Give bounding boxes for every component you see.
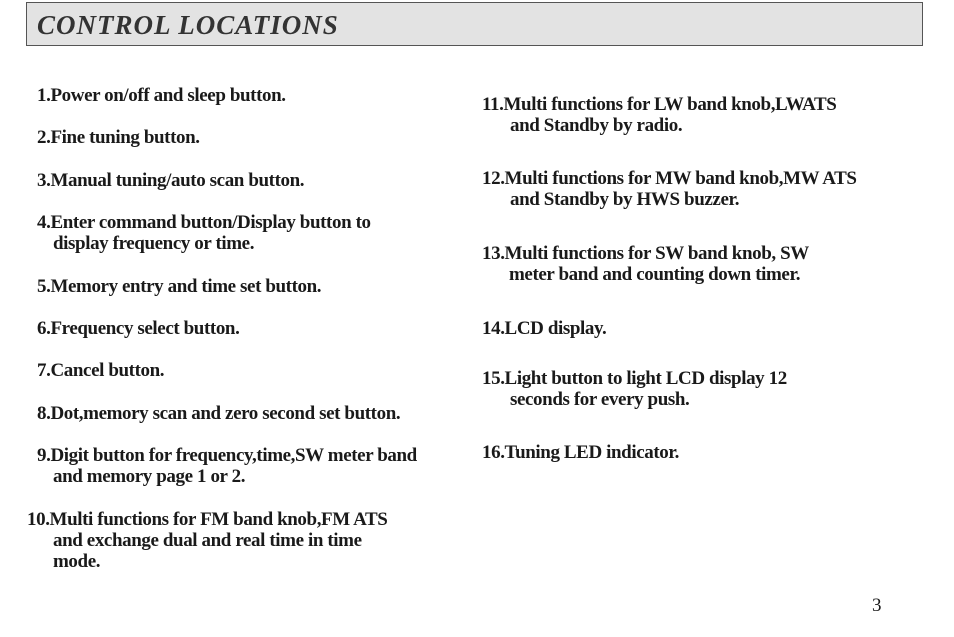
list-item-text: 16.Tuning LED indicator.: [482, 442, 680, 463]
list-item-13: [482, 243, 809, 285]
list-item-text: 11.Multi functions for LW band knob,LWATS: [482, 94, 837, 115]
list-item-15: [482, 368, 787, 410]
list-item-text: 10.Multi functions for FM band knob,FM ATS: [27, 509, 388, 530]
list-item-text: 14.LCD display.: [482, 318, 607, 339]
list-item-text: 8.Dot,memory scan and zero second set button.: [37, 403, 401, 424]
list-item-text: 12.Multi functions for MW band knob,MW ATS: [482, 168, 857, 189]
list-item-continuation: meter band and counting down timer.: [509, 264, 801, 285]
list-item-text: 15.Light button to light LCD display 12: [482, 368, 787, 389]
list-item-4: [37, 212, 371, 254]
list-item-text: 6.Frequency select button.: [37, 318, 240, 339]
list-item-9: [37, 445, 417, 487]
list-item-5: [37, 276, 321, 297]
list-item-11: [482, 94, 836, 136]
page-title: CONTROL LOCATIONS: [37, 10, 339, 40]
list-item-continuation: mode.: [53, 551, 101, 572]
list-item-8: [37, 403, 400, 424]
list-item-16: [482, 442, 679, 463]
list-item-2: [37, 127, 200, 148]
page-number: 3: [872, 595, 882, 616]
list-item-text: 9.Digit button for frequency,time,SW meter band: [37, 445, 417, 466]
list-item-continuation: seconds for every push.: [510, 389, 690, 410]
list-item-continuation: and exchange dual and real time in time: [53, 530, 362, 551]
list-item-6: [37, 318, 239, 339]
list-item-text: 4.Enter command button/Display button to: [37, 212, 371, 233]
list-item-text: 2.Fine tuning button.: [37, 127, 200, 148]
list-item-continuation: display frequency or time.: [53, 233, 255, 254]
list-item-12: [482, 168, 857, 210]
list-item-14: [482, 318, 606, 339]
list-item-10: [27, 509, 387, 572]
section-header: [26, 2, 923, 46]
list-item-1: [37, 85, 286, 106]
list-item-continuation: and memory page 1 or 2.: [53, 466, 246, 487]
list-item-text: 3.Manual tuning/auto scan button.: [37, 170, 305, 191]
list-item-text: 13.Multi functions for SW band knob, SW: [482, 243, 809, 264]
list-item-continuation: and Standby by HWS buzzer.: [510, 189, 740, 210]
list-item-text: 1.Power on/off and sleep button.: [37, 85, 286, 106]
list-item-text: 5.Memory entry and time set button.: [37, 276, 322, 297]
list-item-3: [37, 170, 304, 191]
list-item-7: [37, 360, 164, 381]
list-item-text: 7.Cancel button.: [37, 360, 165, 381]
list-item-continuation: and Standby by radio.: [510, 115, 683, 136]
